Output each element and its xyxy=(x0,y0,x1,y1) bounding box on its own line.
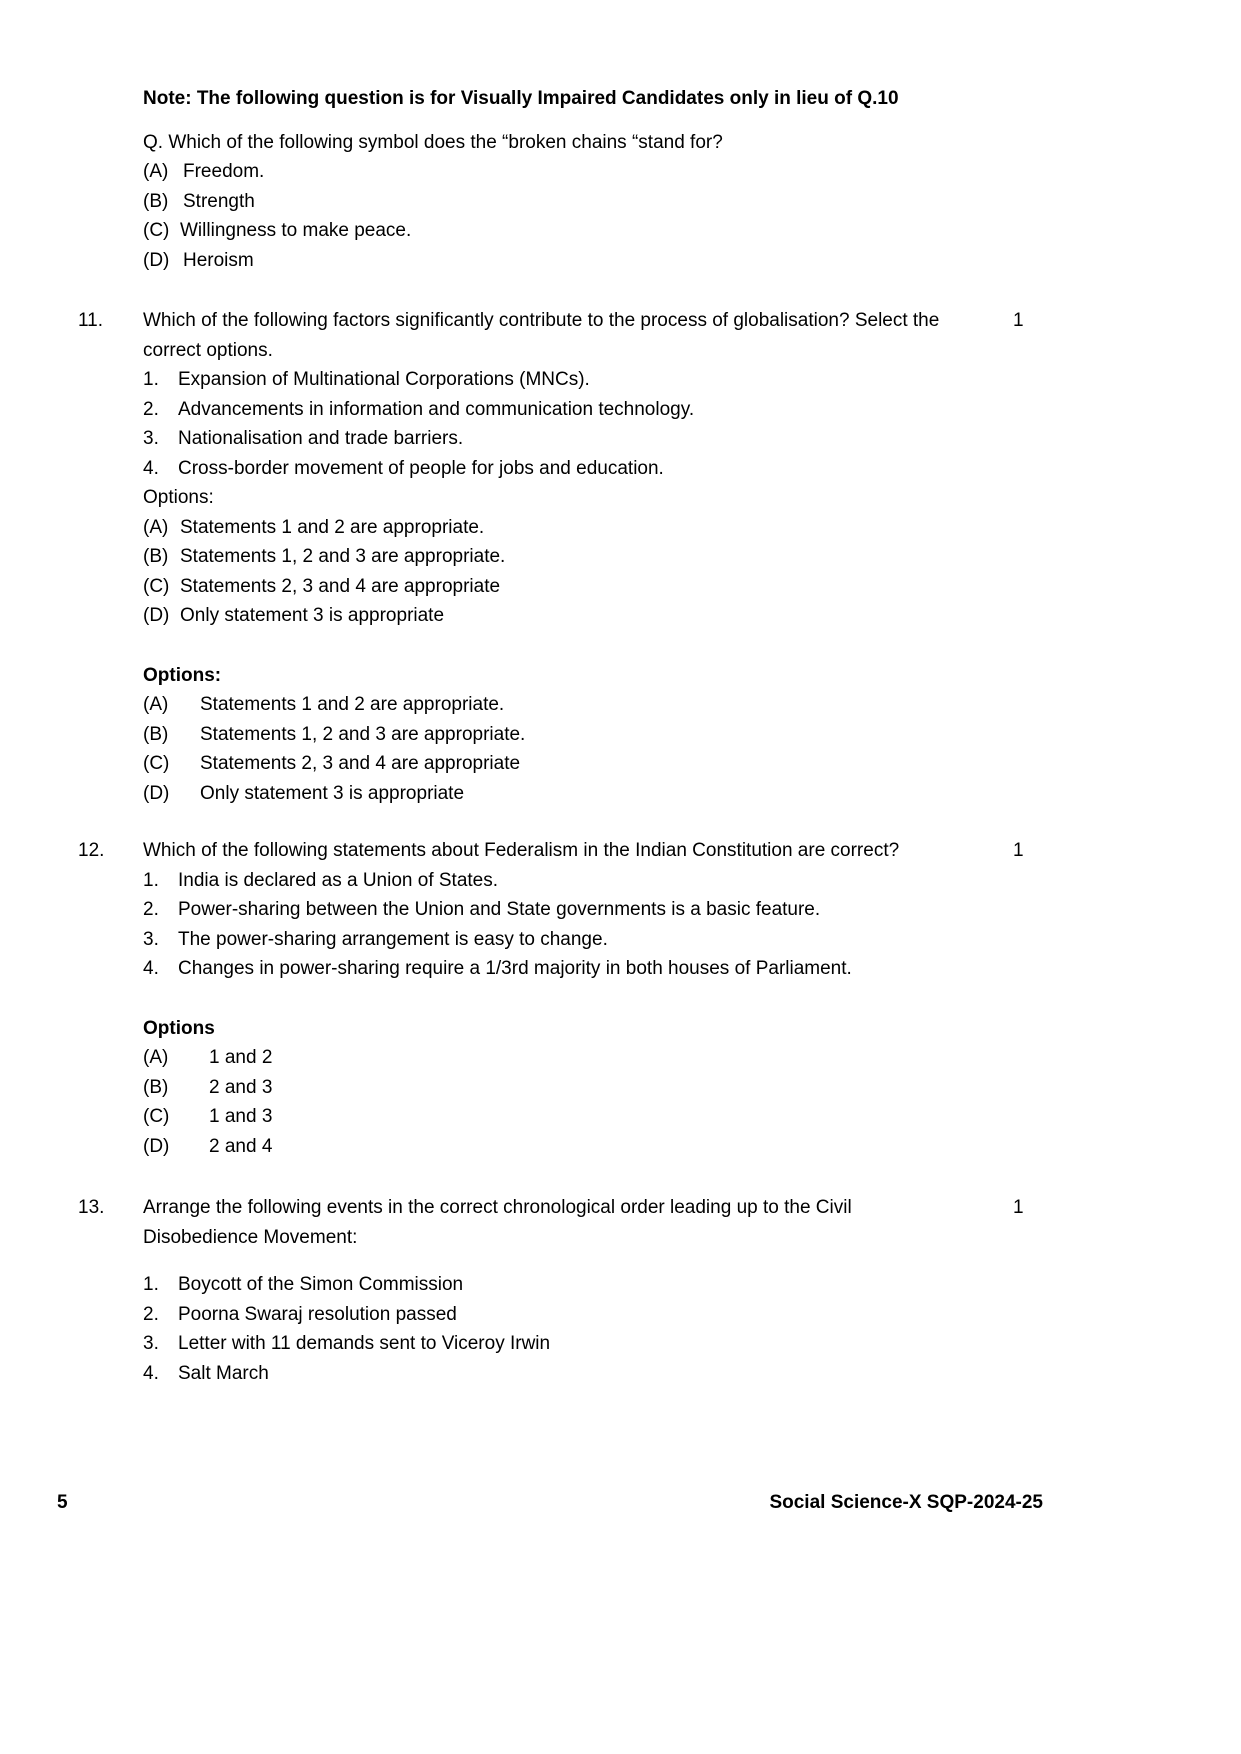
option-text: Freedom. xyxy=(183,161,265,182)
question-text: Which of the following statements about Federalism in the Indian Constitution are correct? xyxy=(143,840,900,861)
option-item xyxy=(143,1102,968,1132)
question-number: 13. xyxy=(78,1197,105,1218)
option-text: Statements 2, 3 and 4 are appropriate xyxy=(180,575,501,597)
option-text: 2 and 4 xyxy=(209,1135,273,1157)
option-item xyxy=(143,542,968,572)
statement-text: Letter with 11 demands sent to Viceroy Irwin xyxy=(178,1333,551,1354)
option-label: (C) xyxy=(143,1106,170,1127)
option-item xyxy=(143,1073,968,1103)
statement-text: Salt March xyxy=(178,1362,269,1384)
option-text: Statements 2, 3 and 4 are appropriate xyxy=(200,753,521,774)
question-13 xyxy=(78,1193,1241,1388)
page-number: 5 xyxy=(57,1492,68,1513)
option-label: (B) xyxy=(143,1076,169,1098)
option-text: Only statement 3 is appropriate xyxy=(200,782,465,804)
statement-item xyxy=(143,1300,968,1330)
statement-item xyxy=(143,1329,968,1359)
question-marks: 1 xyxy=(1013,1197,1024,1218)
statement-number: 2. xyxy=(143,398,159,420)
statement-text: Cross-border movement of people for jobs and education. xyxy=(178,457,664,479)
statement-number: 3. xyxy=(143,928,159,950)
option-label: (A) xyxy=(143,516,169,538)
statement-number: 3. xyxy=(143,428,159,449)
page-footer xyxy=(57,1488,1043,1518)
option-label: (D) xyxy=(143,782,170,804)
option-label: (C) xyxy=(143,220,170,241)
option-item xyxy=(143,572,968,602)
option-label: (C) xyxy=(143,753,170,774)
option-item xyxy=(143,749,968,779)
question-marks: 1 xyxy=(1013,840,1024,861)
options-heading: Options: xyxy=(143,664,222,686)
statement-item xyxy=(143,866,968,896)
statement-item xyxy=(143,395,968,425)
option-label: (B) xyxy=(143,546,169,567)
statement-text: The power-sharing arrangement is easy to change. xyxy=(178,928,608,950)
option-label: (A) xyxy=(143,1047,169,1068)
option-item xyxy=(143,690,968,720)
vi-option-a xyxy=(143,157,968,187)
option-text: Statements 1 and 2 are appropriate. xyxy=(200,694,505,715)
question-text: Arrange the following events in the correct chronological order leading up to the Civil Disobedience Movement: xyxy=(143,1197,852,1248)
option-text: Heroism xyxy=(183,249,254,271)
statement-number: 1. xyxy=(143,369,159,390)
statement-number: 2. xyxy=(143,1303,159,1325)
question-12 xyxy=(78,836,1241,1161)
statement-number: 1. xyxy=(143,1274,159,1295)
statement-text: Power-sharing between the Union and State governments is a basic feature. xyxy=(178,899,821,920)
statement-item xyxy=(143,365,968,395)
option-item xyxy=(143,1043,968,1073)
question-text: Which of the following factors significantly contribute to the process of globalisation? Select the correct options. xyxy=(143,310,940,361)
statement-text: Expansion of Multinational Corporations (MNCs). xyxy=(178,369,590,390)
statement-text: Boycott of the Simon Commission xyxy=(178,1274,464,1295)
statement-text: Changes in power-sharing require a 1/3rd majority in both houses of Parliament. xyxy=(178,958,852,979)
note-section xyxy=(143,84,968,114)
statement-number: 4. xyxy=(143,1362,159,1384)
statement-number: 4. xyxy=(143,457,159,479)
statement-text: Nationalisation and trade barriers. xyxy=(178,428,464,449)
question-number: 12. xyxy=(78,840,105,861)
note-text: Note: The following question is for Visually Impaired Candidates only in lieu of Q.10 xyxy=(143,88,899,109)
option-text: Statements 1 and 2 are appropriate. xyxy=(180,516,485,538)
option-item xyxy=(143,513,968,543)
vi-option-c xyxy=(143,216,968,246)
option-label: (C) xyxy=(143,575,170,597)
statement-item xyxy=(143,1270,968,1300)
statement-item xyxy=(143,1359,968,1389)
option-label: (D) xyxy=(143,1135,170,1157)
option-text: 2 and 3 xyxy=(209,1076,273,1098)
statement-number: 4. xyxy=(143,958,159,979)
option-text: 1 and 3 xyxy=(209,1106,273,1127)
question-marks: 1 xyxy=(1013,310,1024,331)
statement-number: 1. xyxy=(143,869,159,891)
option-text: 1 and 2 xyxy=(209,1047,273,1068)
option-label: (A) xyxy=(143,161,169,182)
vi-question-section xyxy=(143,128,968,276)
statement-item xyxy=(143,925,968,955)
option-label: (A) xyxy=(143,694,169,715)
statement-item xyxy=(143,424,968,454)
statement-text: India is declared as a Union of States. xyxy=(178,869,499,891)
option-item xyxy=(143,720,968,750)
question-body xyxy=(143,306,968,808)
statement-text: Poorna Swaraj resolution passed xyxy=(178,1303,457,1325)
statement-item xyxy=(143,895,968,925)
question-11 xyxy=(78,306,1241,808)
option-label: (B) xyxy=(143,723,169,745)
vi-option-b xyxy=(143,187,968,217)
option-text: Statements 1, 2 and 3 are appropriate. xyxy=(180,546,506,567)
option-item xyxy=(143,779,968,809)
footer-document-title: Social Science-X SQP-2024-25 xyxy=(769,1492,1043,1513)
statement-number: 2. xyxy=(143,899,159,920)
statement-number: 3. xyxy=(143,1333,159,1354)
question-body xyxy=(143,836,968,1161)
option-item xyxy=(143,1132,968,1162)
vi-question-prompt: Q. Which of the following symbol does the “broken chains “stand for? xyxy=(143,131,723,153)
option-label: (D) xyxy=(143,249,170,271)
options-heading: Options xyxy=(143,1017,215,1039)
option-label: (B) xyxy=(143,190,169,212)
question-number: 11. xyxy=(78,310,104,331)
option-text: Statements 1, 2 and 3 are appropriate. xyxy=(200,723,526,745)
statement-text: Advancements in information and communication technology. xyxy=(178,398,695,420)
statement-item xyxy=(143,954,968,984)
options-heading-plain: Options: xyxy=(143,487,214,508)
question-body xyxy=(143,1193,968,1388)
option-item xyxy=(143,601,968,631)
option-label: (D) xyxy=(143,605,170,626)
vi-option-d xyxy=(143,246,968,276)
option-text: Willingness to make peace. xyxy=(180,220,412,241)
option-text: Strength xyxy=(183,190,255,212)
option-text: Only statement 3 is appropriate xyxy=(180,605,445,626)
statement-item xyxy=(143,454,968,484)
statement-list xyxy=(143,1270,968,1388)
